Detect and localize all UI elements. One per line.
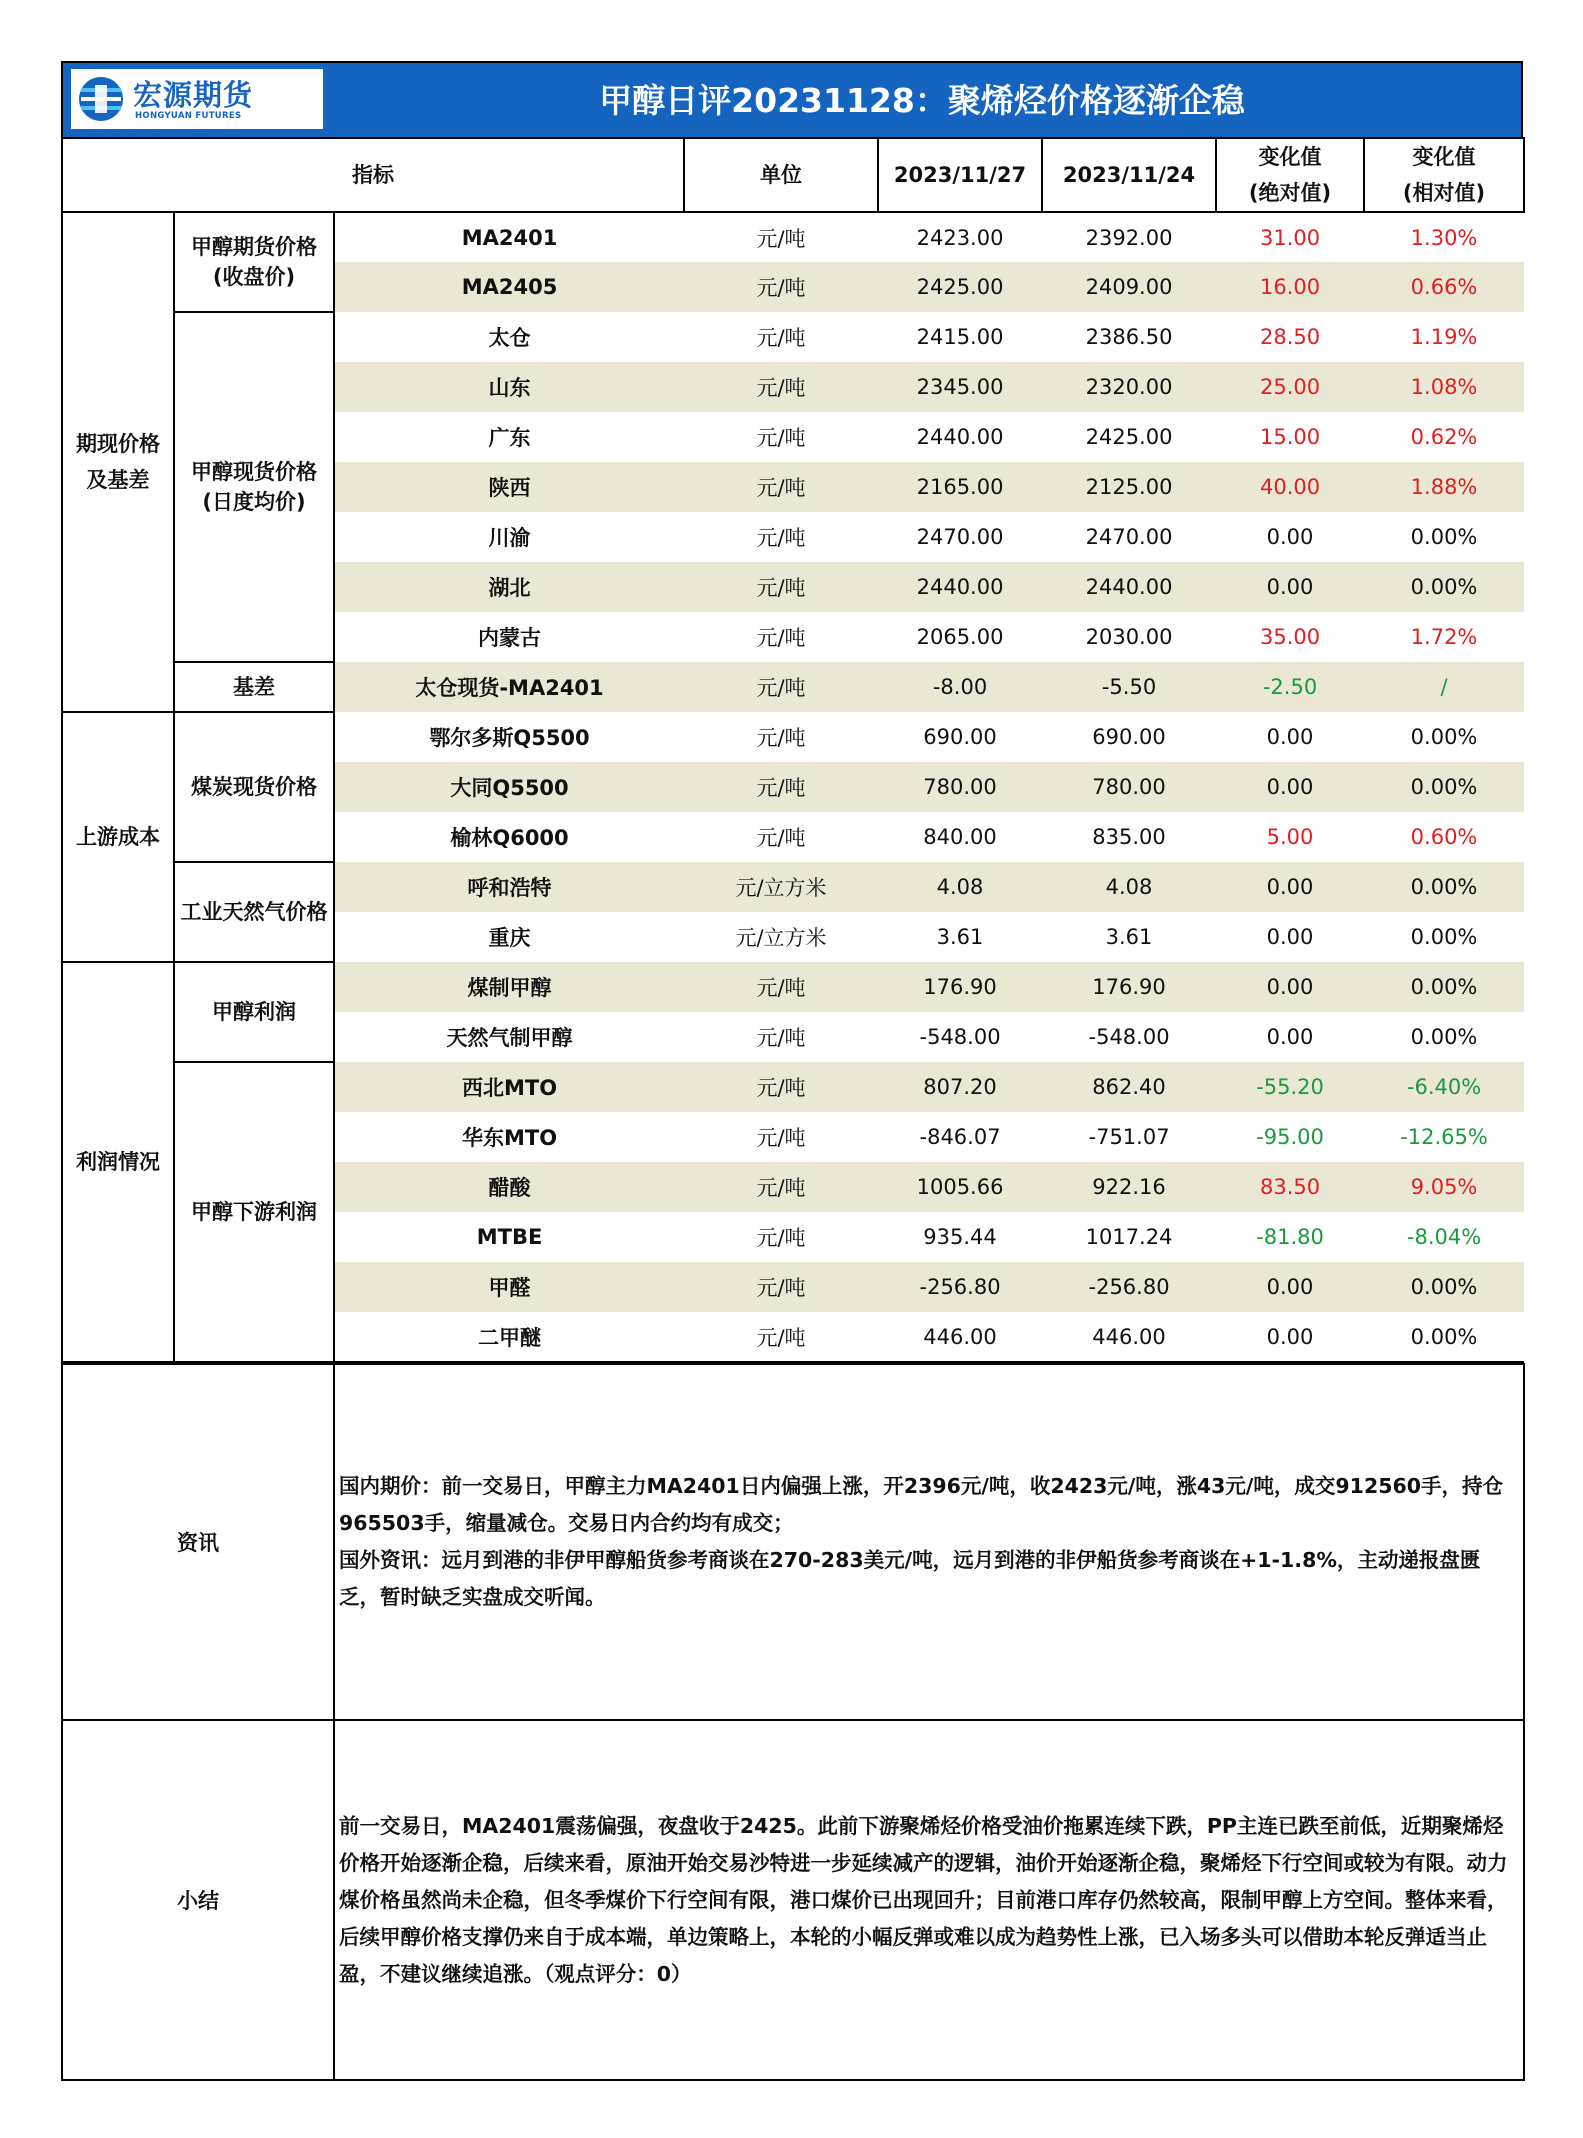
rel-change: 0.00% <box>1364 862 1524 912</box>
indicator-name: 广东 <box>488 426 531 450</box>
summary-label: 小结 <box>62 1720 334 2080</box>
summary-row <box>62 1720 1524 2080</box>
value-date1: 2440.00 <box>878 562 1042 612</box>
unit-cell: 元/吨 <box>756 726 806 750</box>
rel-change: 1.88% <box>1364 462 1524 512</box>
subcategory-basis: 基差 <box>174 662 334 712</box>
abs-change: 0.00 <box>1266 925 1314 949</box>
abs-change: 0.00 <box>1216 1312 1364 1362</box>
abs-change: -55.20 <box>1216 1062 1364 1112</box>
value-date1: -548.00 <box>919 1025 1001 1049</box>
unit-cell: 元/吨 <box>684 962 878 1012</box>
unit-cell: 元/吨 <box>756 226 806 251</box>
unit-cell: 元/吨 <box>756 326 806 350</box>
value-date1: -8.00 <box>878 662 1042 712</box>
abs-change: 0.00 <box>1266 525 1314 549</box>
indicator-name: 重庆 <box>488 926 531 950</box>
rel-change: -8.04% <box>1406 1225 1482 1249</box>
abs-change: -81.80 <box>1256 1225 1324 1249</box>
value-date2: 2425.00 <box>1085 425 1173 449</box>
value-date1: 1005.66 <box>878 1162 1042 1212</box>
unit-cell: 元/吨 <box>684 762 878 812</box>
value-date1: 3.61 <box>936 925 984 949</box>
value-date1: 807.20 <box>878 1062 1042 1112</box>
indicator-name: 甲醛 <box>334 1262 684 1312</box>
indicator-name: 太仓现货-MA2401 <box>334 662 684 712</box>
news-row <box>62 1364 1524 1720</box>
abs-change: 15.00 <box>1259 425 1321 449</box>
value-date2: 2386.50 <box>1085 325 1173 349</box>
indicator-table <box>61 137 1525 1363</box>
table-row <box>62 712 1524 762</box>
rel-change: / <box>1364 662 1524 712</box>
unit-cell: 元/吨 <box>756 626 806 650</box>
rel-change: 0.62% <box>1410 425 1478 449</box>
value-date1: 2425.00 <box>878 262 1042 312</box>
subcategory-methanol-profit: 甲醇利润 <box>174 962 334 1062</box>
abs-change: -2.50 <box>1216 662 1364 712</box>
summary-content: 前一交易日，MA2401震荡偏强，夜盘收于2425。此前下游聚烯烃价格受油价拖累连续下跌，PP主连已跌至前低，近期聚烯烃价格开始逐渐企稳，后续来看，原油开始交易沙特进一步延续减产的逻辑，油价开始逐渐企稳，聚烯烃下行空间或较为有限。动力煤价格虽然尚未企稳，但冬季煤价下行空间有限，港口煤价已出现回升；目前港口库存仍然较高，限制甲醇上方空间。整体来看，后续甲醇价格支撑仍来自于成本端，单边策略上，本轮的小幅反弹或难以成为趋势性上涨，已入场多头可以借助本轮反弹适当止盈，不建议继续追涨。（观点评分：0） <box>334 1720 1524 2080</box>
logo-english-name: HONGYUAN FUTURES <box>135 111 242 121</box>
rel-change: 0.00% <box>1364 562 1524 612</box>
value-date2: 690.00 <box>1092 725 1166 749</box>
rel-change: 0.00% <box>1410 725 1478 749</box>
rel-change: -6.40% <box>1364 1062 1524 1112</box>
abs-change: 0.00 <box>1216 862 1364 912</box>
subcategory-futures-price: 甲醇期货价格 (收盘价) <box>174 212 334 312</box>
abs-change: 83.50 <box>1216 1162 1364 1212</box>
unit-cell: 元/吨 <box>756 1026 806 1050</box>
value-date2: 922.16 <box>1042 1162 1216 1212</box>
value-date1: 2415.00 <box>916 325 1004 349</box>
indicator-name: MA2401 <box>461 225 558 250</box>
value-date2: 2440.00 <box>1042 562 1216 612</box>
value-date2: 2030.00 <box>1085 625 1173 649</box>
rel-change: 0.00% <box>1410 925 1478 949</box>
abs-change: 25.00 <box>1216 362 1364 412</box>
rel-change: 0.00% <box>1364 1262 1524 1312</box>
value-date2: -5.50 <box>1042 662 1216 712</box>
unit-cell: 元/立方米 <box>735 926 827 950</box>
unit-cell: 元/吨 <box>684 262 878 312</box>
value-date2: 2409.00 <box>1042 262 1216 312</box>
news-table <box>61 1363 1525 2081</box>
abs-change: 40.00 <box>1216 462 1364 512</box>
date2-column-header: 2023/11/24 <box>1042 138 1216 212</box>
value-date1: -256.80 <box>878 1262 1042 1312</box>
value-date2: 2320.00 <box>1042 362 1216 412</box>
news-label: 资讯 <box>62 1364 334 1720</box>
abs-change-column-header: 变化值 (绝对值) <box>1216 138 1364 212</box>
indicator-name: 山东 <box>334 362 684 412</box>
report-title: 甲醇日评20231128：聚烯烃价格逐渐企稳 <box>599 81 1245 120</box>
rel-change: 0.00% <box>1364 1312 1524 1362</box>
unit-column-header: 单位 <box>684 138 878 212</box>
rel-change-column-header: 变化值 (相对值) <box>1364 138 1524 212</box>
abs-change: 5.00 <box>1266 825 1314 849</box>
indicator-name: 内蒙古 <box>478 626 542 650</box>
subcategory-coal-price: 煤炭现货价格 <box>174 712 334 862</box>
value-date2: 835.00 <box>1092 825 1166 849</box>
value-date2: 862.40 <box>1042 1062 1216 1112</box>
rel-change: 0.00% <box>1364 962 1524 1012</box>
value-date1: 2440.00 <box>916 425 1004 449</box>
indicator-name: 鄂尔多斯Q5500 <box>429 726 590 750</box>
value-date1: 446.00 <box>878 1312 1042 1362</box>
indicator-name: 湖北 <box>334 562 684 612</box>
abs-change: -95.00 <box>1256 1125 1324 1149</box>
rel-change: 0.00% <box>1410 525 1478 549</box>
value-date1: 780.00 <box>878 762 1042 812</box>
date1-column-header: 2023/11/27 <box>878 138 1042 212</box>
value-date1: 935.44 <box>923 1225 997 1249</box>
value-date1: 2345.00 <box>878 362 1042 412</box>
rel-change: 9.05% <box>1364 1162 1524 1212</box>
abs-change: 31.00 <box>1259 225 1321 250</box>
value-date2: 780.00 <box>1042 762 1216 812</box>
value-date2: 3.61 <box>1105 925 1153 949</box>
abs-change: 0.00 <box>1216 762 1364 812</box>
subcategory-gas-price: 工业天然气价格 <box>174 862 334 962</box>
rel-change: 1.72% <box>1410 625 1478 649</box>
table-row <box>62 862 1524 912</box>
indicator-name: 呼和浩特 <box>334 862 684 912</box>
value-date1: 690.00 <box>923 725 997 749</box>
value-date1: 2065.00 <box>916 625 1004 649</box>
value-date1: 2423.00 <box>916 225 1004 250</box>
indicator-name: 华东MTO <box>461 1126 558 1150</box>
unit-cell: 元/吨 <box>756 826 806 850</box>
value-date1: 2470.00 <box>916 525 1004 549</box>
unit-cell: 元/吨 <box>756 526 806 550</box>
company-logo-icon <box>77 75 125 123</box>
value-date2: 1017.24 <box>1085 1225 1173 1249</box>
table-row <box>62 1062 1524 1112</box>
indicator-name: MTBE <box>476 1225 543 1249</box>
table-header-row <box>62 138 1524 212</box>
unit-cell: 元/吨 <box>684 562 878 612</box>
category-futures-spot: 期现价格 及基差 <box>62 212 174 712</box>
rel-change: 0.00% <box>1364 762 1524 812</box>
news-domestic: 国内期价：前一交易日，甲醇主力MA2401日内偏强上涨，开2396元/吨，收2423元/吨，涨43元/吨，成交912560手，持仓965503手，缩量减仓。交易日内合约均有成交； <box>339 1474 1504 1535</box>
news-content <box>334 1364 1524 1720</box>
table-row <box>62 312 1524 362</box>
indicator-name: 大同Q5500 <box>334 762 684 812</box>
rel-change: 0.60% <box>1410 825 1478 849</box>
value-date2: 446.00 <box>1042 1312 1216 1362</box>
rel-change: 1.08% <box>1364 362 1524 412</box>
report-header <box>61 61 1523 137</box>
table-row <box>62 662 1524 712</box>
abs-change: 28.50 <box>1259 325 1321 349</box>
rel-change: -12.65% <box>1400 1125 1488 1149</box>
table-row <box>62 962 1524 1012</box>
value-date1: 2165.00 <box>878 462 1042 512</box>
indicator-name: 醋酸 <box>334 1162 684 1212</box>
unit-cell: 元/吨 <box>756 1226 806 1250</box>
unit-cell: 元/吨 <box>756 1126 806 1150</box>
table-row <box>62 212 1524 262</box>
value-date2: -256.80 <box>1042 1262 1216 1312</box>
category-profit: 利润情况 <box>62 962 174 1362</box>
value-date2: -548.00 <box>1088 1025 1170 1049</box>
unit-cell: 元/吨 <box>684 1162 878 1212</box>
abs-change: 0.00 <box>1266 1025 1314 1049</box>
value-date1: -846.07 <box>919 1125 1001 1149</box>
value-date1: 840.00 <box>923 825 997 849</box>
indicator-name: 天然气制甲醇 <box>446 1026 573 1050</box>
indicator-column-header: 指标 <box>62 138 684 212</box>
abs-change: 0.00 <box>1216 962 1364 1012</box>
indicator-name: 陕西 <box>334 462 684 512</box>
unit-cell: 元/立方米 <box>684 862 878 912</box>
indicator-name: 太仓 <box>488 326 531 350</box>
rel-change: 1.30% <box>1410 225 1478 250</box>
unit-cell: 元/吨 <box>756 426 806 450</box>
company-logo <box>71 69 323 129</box>
methanol-daily-report <box>61 61 1523 2081</box>
unit-cell: 元/吨 <box>684 462 878 512</box>
news-foreign: 国外资讯：远月到港的非伊甲醇船货参考商谈在270-283美元/吨，远月到港的非伊船货参考商谈在+1-1.8%，主动递报盘匮乏，暂时缺乏实盘成交听闻。 <box>339 1548 1481 1609</box>
value-date1: 176.90 <box>878 962 1042 1012</box>
rel-change: 0.66% <box>1364 262 1524 312</box>
category-upstream: 上游成本 <box>62 712 174 962</box>
indicator-name: 二甲醚 <box>334 1312 684 1362</box>
abs-change: 16.00 <box>1216 262 1364 312</box>
unit-cell: 元/吨 <box>684 662 878 712</box>
indicator-name: 川渝 <box>488 526 531 550</box>
rel-change: 1.19% <box>1410 325 1478 349</box>
logo-chinese-name: 宏源期货 <box>133 78 254 112</box>
indicator-name: 榆林Q6000 <box>450 826 569 850</box>
value-date2: -751.07 <box>1088 1125 1170 1149</box>
indicator-name: 西北MTO <box>334 1062 684 1112</box>
rel-change: 0.00% <box>1410 1025 1478 1049</box>
unit-cell: 元/吨 <box>684 1312 878 1362</box>
value-date2: 2392.00 <box>1085 225 1173 250</box>
unit-cell: 元/吨 <box>684 362 878 412</box>
abs-change: 0.00 <box>1266 725 1314 749</box>
value-date2: 2470.00 <box>1085 525 1173 549</box>
abs-change: 35.00 <box>1259 625 1321 649</box>
subcategory-spot-price: 甲醇现货价格 (日度均价) <box>174 312 334 662</box>
abs-change: 0.00 <box>1216 1262 1364 1312</box>
unit-cell: 元/吨 <box>684 1062 878 1112</box>
value-date1: 4.08 <box>878 862 1042 912</box>
value-date2: 176.90 <box>1042 962 1216 1012</box>
subcategory-downstream-profit: 甲醇下游利润 <box>174 1062 334 1362</box>
value-date2: 2125.00 <box>1042 462 1216 512</box>
indicator-name: 煤制甲醇 <box>334 962 684 1012</box>
value-date2: 4.08 <box>1042 862 1216 912</box>
unit-cell: 元/吨 <box>684 1262 878 1312</box>
indicator-name: MA2405 <box>334 262 684 312</box>
abs-change: 0.00 <box>1216 562 1364 612</box>
